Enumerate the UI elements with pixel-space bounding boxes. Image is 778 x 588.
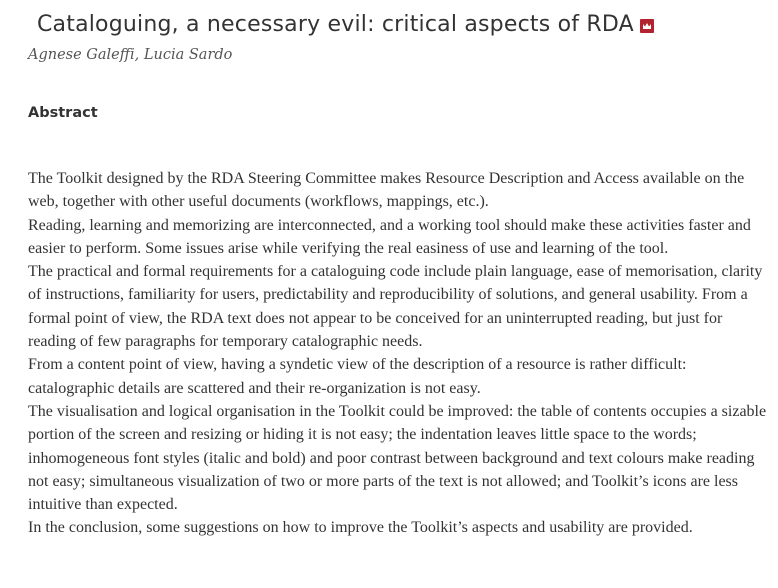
abstract-heading: Abstract [28, 105, 98, 121]
abstract-paragraph: Reading, learning and memorizing are interconnected, and a working tool should make these activities faster and easier to perform. Some issues arise while verifying the real easiness of use and learning of the tool. [28, 216, 751, 257]
pdf-icon-glyph [640, 19, 654, 33]
article-title: Cataloguing, a necessary evil: critical aspects of RDA [37, 12, 634, 37]
abstract-paragraph: The visualisation and logical organisation in the Toolkit could be improved: the table of contents occupies a sizable portion of the screen and resizing or hiding it is not easy; the indentation leaves little space to the words; inhomogeneous font styles (italic and bold) and poor contrast between background and text colours make reading not easy; simultaneous visualization of two or more parts of the text is not allowed; and Toolkit’s icons are less intuitive than expected. [28, 402, 767, 514]
abstract-paragraph: The practical and formal requirements for a cataloguing code include plain language, ease of memorisation, clarity of instructions, familiarity for users, predictability and reproducibility of solutions, and general usability. From a formal point of view, the RDA text does not appear to be conceived for an uninterrupted reading, but just for reading of few paragraphs for temporary catalographic needs. [28, 263, 763, 351]
abstract-body [28, 167, 773, 540]
abstract-paragraph: From a content point of view, having a syndetic view of the description of a resource is rather difficult: catalographic details are scattered and their re-organization is not easy. [28, 356, 687, 397]
article-authors: Agnese Galeffi, Lucia Sardo [28, 47, 233, 63]
title-row [37, 9, 654, 41]
pdf-icon[interactable] [640, 19, 654, 33]
abstract-paragraph: In the conclusion, some suggestions on how to improve the Toolkit’s aspects and usability are provided. [28, 519, 693, 537]
abstract-paragraph: The Toolkit designed by the RDA Steering Committee makes Resource Description and Access available on the web, together with other useful documents (workflows, mappings, etc.). [28, 170, 745, 211]
